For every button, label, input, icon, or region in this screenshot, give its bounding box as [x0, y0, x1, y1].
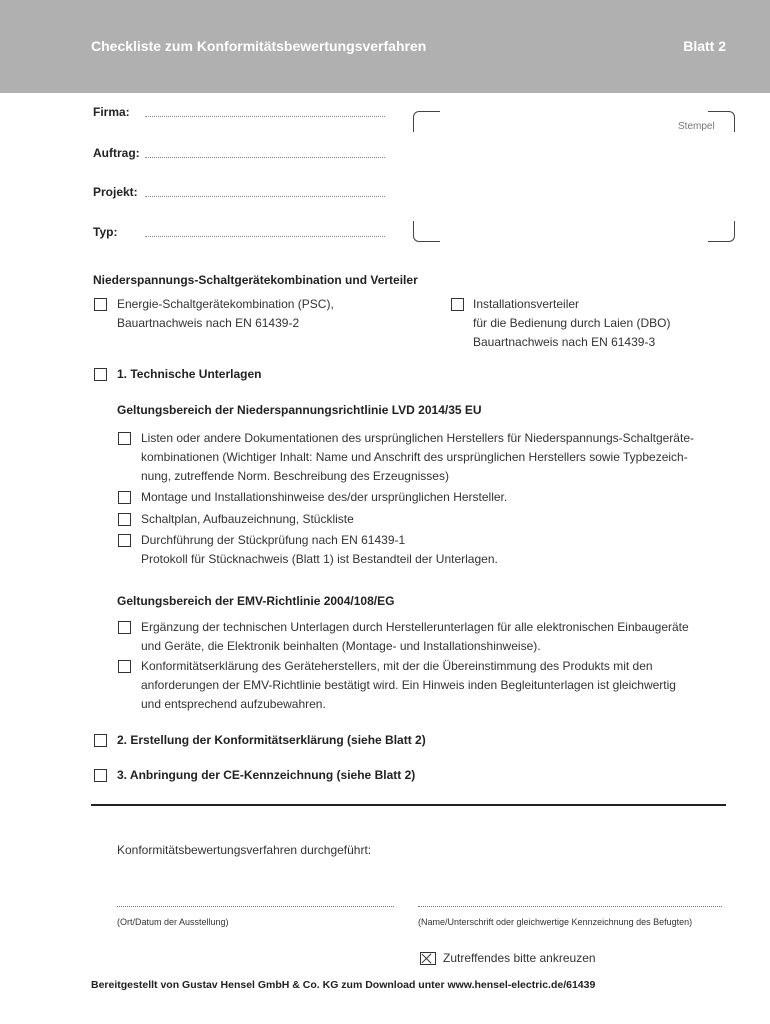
checkbox-section-2[interactable] — [94, 734, 107, 747]
emv-item-1-line2: und Geräte, die Elektronik beinhalten (Montage- und Installationshinweise). — [141, 639, 541, 653]
lvd-item-3-line1: Schaltplan, Aufbauzeichnung, Stückliste — [141, 512, 354, 526]
checkbox-emv-2[interactable] — [118, 660, 131, 673]
footer-text: Bereitgestellt von Gustav Hensel GmbH & Co. KG zum Download unter www.hensel-electric.de/61439 — [91, 979, 596, 991]
lvd-title: Geltungsbereich der Niederspannungsrichtlinie LVD 2014/35 EU — [117, 403, 482, 417]
legend-label: Zutreffendes bitte ankreuzen — [443, 951, 596, 965]
page-title: Checkliste zum Konformitätsbewertungsverfahren — [91, 38, 427, 54]
field-label-firma: Firma: — [93, 105, 130, 119]
checkbox-lvd-2[interactable] — [118, 491, 131, 504]
legend-checkbox-checked — [420, 952, 436, 965]
field-line-firma[interactable] — [145, 116, 385, 117]
checkbox-dbo[interactable] — [451, 298, 464, 311]
field-label-projekt: Projekt: — [93, 185, 138, 199]
stamp-corner-br — [708, 221, 735, 242]
emv-title: Geltungsbereich der EMV-Richtlinie 2004/108/EG — [117, 594, 395, 608]
stamp-corner-bl — [413, 221, 440, 242]
checkbox-lvd-3[interactable] — [118, 513, 131, 526]
sheet-number: Blatt 2 — [683, 38, 726, 54]
page-header — [0, 0, 770, 93]
caption-place-date: (Ort/Datum der Ausstellung) — [117, 917, 229, 927]
field-line-typ[interactable] — [145, 236, 385, 237]
checkbox-psc[interactable] — [94, 298, 107, 311]
signature-line-place-date[interactable] — [117, 906, 394, 907]
checkbox-emv-1[interactable] — [118, 621, 131, 634]
option-psc-line1: Energie-Schaltgerätekombination (PSC), — [117, 297, 334, 311]
lvd-item-1-line1: Listen oder andere Dokumentationen des ursprünglichen Herstellers für Niederspannungs-Schaltgeräte- — [141, 431, 694, 445]
section-1-title: 1. Technische Unterlagen — [117, 367, 262, 381]
lvd-item-4-line1: Durchführung der Stückprüfung nach EN 61439-1 — [141, 533, 406, 547]
lvd-item-4-line2: Protokoll für Stücknachweis (Blatt 1) ist Bestandteil der Unterlagen. — [141, 552, 498, 566]
field-line-projekt[interactable] — [145, 196, 385, 197]
checkbox-section-3[interactable] — [94, 769, 107, 782]
section-3-title: 3. Anbringung der CE-Kennzeichnung (siehe Blatt 2) — [117, 768, 416, 782]
lvd-item-1-line3: nung, zutreffende Norm. Beschreibung des Erzeugnisses) — [141, 469, 449, 483]
checkbox-lvd-4[interactable] — [118, 534, 131, 547]
signature-line-name[interactable] — [418, 906, 722, 907]
emv-item-2-line1: Konformitätserklärung des Geräteherstellers, mit der die Übereinstimmung des Produkts mit den — [141, 659, 653, 673]
stamp-label: Stempel — [678, 121, 715, 132]
option-dbo-line1: Installationsverteiler — [473, 297, 580, 311]
lvd-item-1-line2: kombinationen (Wichtiger Inhalt: Name und Anschrift des ursprünglichen Herstellers sowie Typbezeich- — [141, 450, 688, 464]
field-label-typ: Typ: — [93, 225, 118, 239]
divider — [91, 804, 726, 806]
field-label-auftrag: Auftrag: — [93, 146, 140, 160]
signature-intro: Konformitätsbewertungsverfahren durchgeführt: — [117, 843, 372, 857]
field-line-auftrag[interactable] — [145, 157, 385, 158]
emv-item-2-line3: und entsprechend aufzubewahren. — [141, 697, 326, 711]
emv-item-2-line2: anforderungen der EMV-Richtlinie bestätigt wird. Ein Hinweis inden Begleitunterlagen ist gleichwertig — [141, 678, 676, 692]
checkbox-lvd-1[interactable] — [118, 432, 131, 445]
caption-name-signature: (Name/Unterschrift oder gleichwertige Kennzeichnung des Befugten) — [418, 917, 693, 927]
lvd-item-2-line1: Montage und Installationshinweise des/der ursprünglichen Hersteller. — [141, 490, 508, 504]
type-section-title: Niederspannungs-Schaltgerätekombination und Verteiler — [93, 273, 418, 287]
stamp-corner-tl — [413, 111, 440, 132]
section-2-title: 2. Erstellung der Konformitätserklärung (siehe Blatt 2) — [117, 733, 426, 747]
emv-item-1-line1: Ergänzung der technischen Unterlagen durch Herstellerunterlagen für alle elektronischen Einbaugeräte — [141, 620, 689, 634]
option-dbo-line3: Bauartnachweis nach EN 61439-3 — [473, 335, 656, 349]
option-dbo-line2: für die Bedienung durch Laien (DBO) — [473, 316, 671, 330]
checkbox-section-1[interactable] — [94, 368, 107, 381]
option-psc-line2: Bauartnachweis nach EN 61439-2 — [117, 316, 300, 330]
